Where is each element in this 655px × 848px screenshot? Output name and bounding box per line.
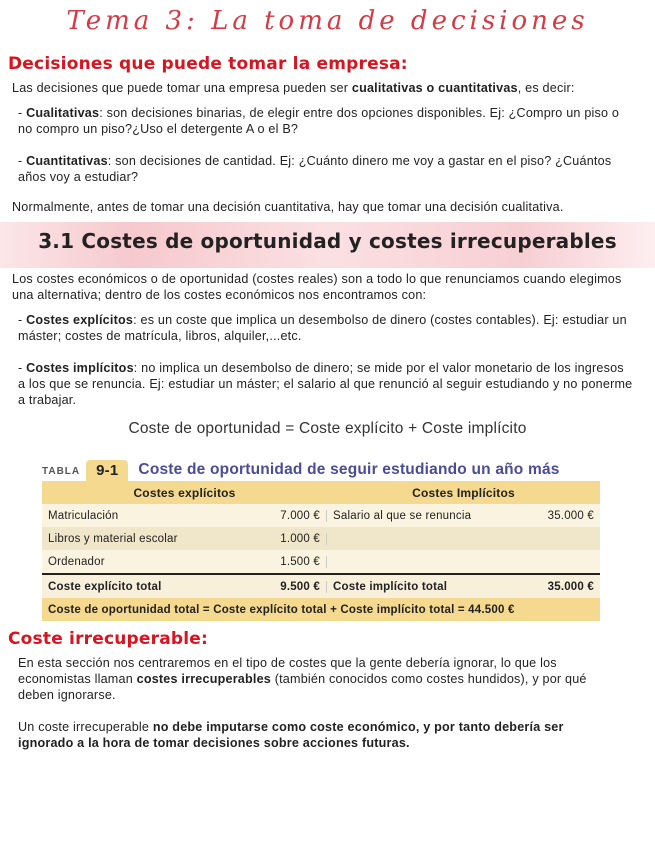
cell: Salario al que se renuncia — [333, 509, 472, 522]
section-heading-irrecuperable: Coste irrecuperable: — [8, 629, 209, 649]
cost-table — [42, 457, 600, 621]
cell: Matriculación — [48, 509, 119, 522]
bold-text: Cualitativas — [26, 106, 100, 120]
table-row — [42, 527, 600, 550]
table-caption — [42, 457, 600, 481]
costes-intro: Los costes económicos o de oportunidad (costes reales) son a todo lo que renunciamos cuando elegimos una alternativa; dentro de los costes económicos nos encontramos con: — [12, 272, 622, 302]
totals-row — [42, 573, 600, 598]
bold-text: no debe imputarse como coste económico, y por tanto debería ser ignorado a la hora de tomar decisiones sobre acciones futuras. — [18, 720, 564, 750]
cell: 35.000 € — [547, 509, 594, 522]
bullet-implicitos: - Costes implícitos: no implica un desembolso de dinero; se mide por el valor monetario de los ingresos a los que se renuncia. Ej: estudiar un máster; el salario al que renunció al seguir estudiando y no ponerme a trabajar. — [18, 361, 633, 407]
bold-text: cualitativas o cuantitativas — [351, 81, 518, 95]
cell: Coste implícito total — [333, 580, 448, 593]
cell: Coste explícito total — [48, 580, 162, 593]
bullet-explicitos: - Costes explícitos: es un coste que implica un desembolso de dinero (costes contables). Ej: estudiar un máster; costes de matrícula, libros, alquiler,...etc. — [18, 313, 627, 343]
table-row — [42, 550, 600, 573]
table-title: Coste de oportunidad de seguir estudiando un año más — [138, 461, 560, 478]
bold-text: costes irrecuperables — [136, 672, 272, 686]
text: : son decisiones de cantidad. Ej: ¿Cuánto dinero me voy a gastar en el piso? ¿Cuántos años voy a estudiar? — [18, 154, 612, 184]
page-title: Tema 3: La toma de decisiones — [66, 6, 589, 36]
text: Un coste irrecuperable — [18, 720, 153, 734]
grand-total-row: Coste de oportunidad total = Coste explícito total + Coste implícito total = 44.500 € — [42, 598, 600, 621]
cell: Libros y material escolar — [48, 532, 178, 545]
text: : no implica un desembolso de dinero; se mide por el valor monetario de los ingresos a los que se renuncia. Ej: estudiar un máster; el salario al que renunció al seguir estudiando y no ponerme a trabajar. — [18, 361, 633, 407]
column-header: Costes Implícitos — [412, 485, 515, 500]
bullet-cualitativas: - Cualitativas: son decisiones binarias, de elegir entre dos opciones disponibles. Ej: ¿Compro un piso o no compro un piso?¿Uso el detergente A o el B? — [18, 106, 620, 136]
text: Las decisiones que puede tomar una empresa pueden ser — [12, 81, 352, 95]
table-number: 9-1 — [86, 460, 128, 481]
column-header: Costes explícitos — [133, 485, 236, 500]
cell: 1.000 € — [272, 533, 327, 545]
cell: 35.000 € — [547, 580, 594, 593]
irrecuperable-paragraph-1 — [18, 655, 618, 703]
section-heading-decisiones: Decisiones que puede tomar la empresa: — [8, 54, 408, 74]
bullet-cuantitativas: - Cuantitativas: son decisiones de cantidad. Ej: ¿Cuánto dinero me voy a gastar en el piso? ¿Cuántos años voy a estudiar? — [18, 154, 612, 184]
cell: 7.000 € — [272, 510, 327, 522]
text: (también conocidos como costes hundidos), y por qué deben ignorarse. — [18, 672, 587, 702]
irrecuperable-paragraph-2 — [18, 719, 618, 751]
cell: 9.500 € — [272, 581, 327, 593]
section-heading-costes: 3.1 Costes de oportunidad y costes irrecuperables — [38, 229, 617, 253]
bold-text: Costes implícitos — [26, 361, 134, 375]
table-tag: TABLA — [42, 466, 81, 477]
bold-text: Costes explícitos — [26, 313, 134, 327]
text: : es un coste que implica un desembolso de dinero (costes contables). Ej: estudiar un máster; costes de matrícula, libros, alquiler,...etc. — [18, 313, 627, 343]
intro-paragraph — [12, 80, 642, 96]
text: , es decir: — [517, 81, 575, 95]
bold-text: Cuantitativas — [26, 154, 108, 168]
cell: 1.500 € — [272, 556, 327, 568]
text: : son decisiones binarias, de elegir entre dos opciones disponibles. Ej: ¿Compro un piso o no compro un piso?¿Uso el detergente A o el B? — [18, 106, 620, 136]
note-paragraph: Normalmente, antes de tomar una decisión cuantitativa, hay que tomar una decisión cualitativa. — [12, 200, 564, 214]
table-header — [42, 481, 600, 504]
formula: Coste de oportunidad = Coste explícito + Coste implícito — [128, 420, 527, 437]
table-row — [42, 504, 600, 527]
cell: Ordenador — [48, 555, 105, 568]
text: En esta sección nos centraremos en el tipo de costes que la gente debería ignorar, lo que los economistas llaman — [18, 656, 557, 686]
